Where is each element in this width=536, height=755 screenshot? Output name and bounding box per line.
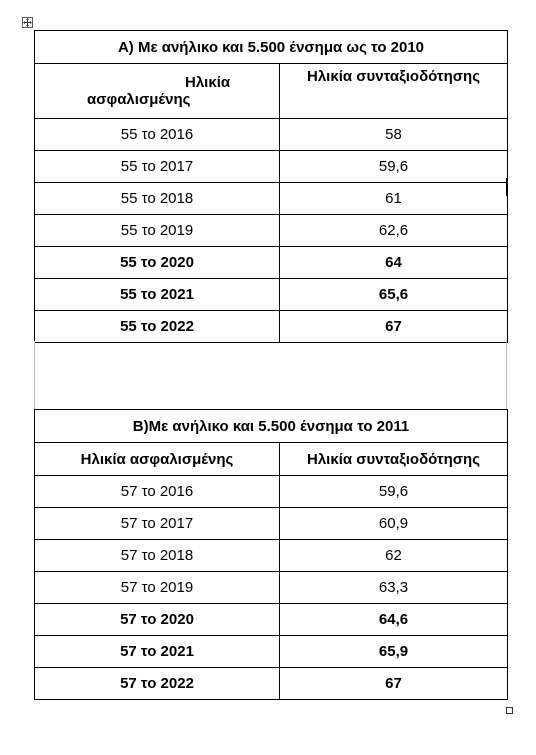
table-b-header-insured-age[interactable]: Ηλικία ασφαλισμένης — [35, 443, 280, 476]
table-row — [35, 668, 508, 700]
table-row — [35, 279, 508, 311]
table-b — [34, 409, 508, 700]
table-a-cell-insured[interactable]: 55 το 2020 — [35, 247, 280, 279]
table-b-title-row — [35, 410, 508, 443]
table-a-cell-insured[interactable]: 55 το 2018 — [35, 183, 280, 215]
table-b-header-retirement-age[interactable]: Ηλικία συνταξιοδότησης — [280, 443, 508, 476]
table-b-cell-retirement[interactable]: 62 — [280, 540, 508, 572]
table-row — [35, 540, 508, 572]
table-row — [35, 476, 508, 508]
text-cursor-marker — [506, 178, 508, 196]
table-row — [35, 636, 508, 668]
table-a-cell-insured[interactable]: 55 το 2022 — [35, 311, 280, 343]
table-b-header-row — [35, 443, 508, 476]
table-a-title[interactable]: A) Με ανήλικο και 5.500 ένσημα ως το 2010 — [35, 31, 508, 64]
table-a-header-retirement-age[interactable]: Ηλικία συνταξιοδότησης — [280, 64, 508, 119]
table-resize-handle-icon[interactable] — [506, 707, 513, 714]
table-b-title[interactable]: B)Με ανήλικο και 5.500 ένσημα το 2011 — [35, 410, 508, 443]
table-a-header-insured-age-line1: Ηλικία — [185, 74, 231, 91]
table-b-cell-insured[interactable]: 57 το 2021 — [35, 636, 280, 668]
table-a-cell-retirement[interactable]: 62,6 — [280, 215, 508, 247]
table-b-cell-insured[interactable]: 57 το 2020 — [35, 604, 280, 636]
table-row — [35, 119, 508, 151]
table-a-title-row — [35, 31, 508, 64]
table-row — [35, 311, 508, 343]
table-a-cell-retirement[interactable]: 61 — [280, 183, 508, 215]
table-a-cell-insured[interactable]: 55 το 2019 — [35, 215, 280, 247]
table-row — [35, 215, 508, 247]
table-a-header-insured-age[interactable] — [35, 64, 280, 119]
table-row — [35, 572, 508, 604]
table-move-handle-icon[interactable] — [22, 17, 33, 28]
table-a-cell-retirement[interactable]: 58 — [280, 119, 508, 151]
table-a-cell-retirement[interactable]: 67 — [280, 311, 508, 343]
table-b-cell-insured[interactable]: 57 το 2018 — [35, 540, 280, 572]
table-a-header-insured-age-line2: ασφαλισμένης — [87, 91, 191, 108]
table-b-cell-retirement[interactable]: 64,6 — [280, 604, 508, 636]
table-row — [35, 151, 508, 183]
table-b-cell-insured[interactable]: 57 το 2017 — [35, 508, 280, 540]
table-row — [35, 604, 508, 636]
table-a-cell-retirement[interactable]: 59,6 — [280, 151, 508, 183]
table-b-cell-insured[interactable]: 57 το 2016 — [35, 476, 280, 508]
table-b-cell-retirement[interactable]: 65,9 — [280, 636, 508, 668]
table-a-header-row — [35, 64, 508, 119]
table-a-cell-insured[interactable]: 55 το 2016 — [35, 119, 280, 151]
table-a — [34, 30, 508, 343]
table-b-cell-retirement[interactable]: 67 — [280, 668, 508, 700]
table-b-cell-retirement[interactable]: 59,6 — [280, 476, 508, 508]
table-b-cell-insured[interactable]: 57 το 2022 — [35, 668, 280, 700]
table-row — [35, 247, 508, 279]
table-row — [35, 183, 508, 215]
table-row — [35, 508, 508, 540]
table-b-cell-insured[interactable]: 57 το 2019 — [35, 572, 280, 604]
table-b-cell-retirement[interactable]: 63,3 — [280, 572, 508, 604]
table-a-cell-insured[interactable]: 55 το 2017 — [35, 151, 280, 183]
empty-paragraph-gap[interactable] — [34, 341, 507, 409]
table-a-cell-retirement[interactable]: 65,6 — [280, 279, 508, 311]
table-a-cell-insured[interactable]: 55 το 2021 — [35, 279, 280, 311]
table-a-cell-retirement[interactable]: 64 — [280, 247, 508, 279]
table-b-cell-retirement[interactable]: 60,9 — [280, 508, 508, 540]
